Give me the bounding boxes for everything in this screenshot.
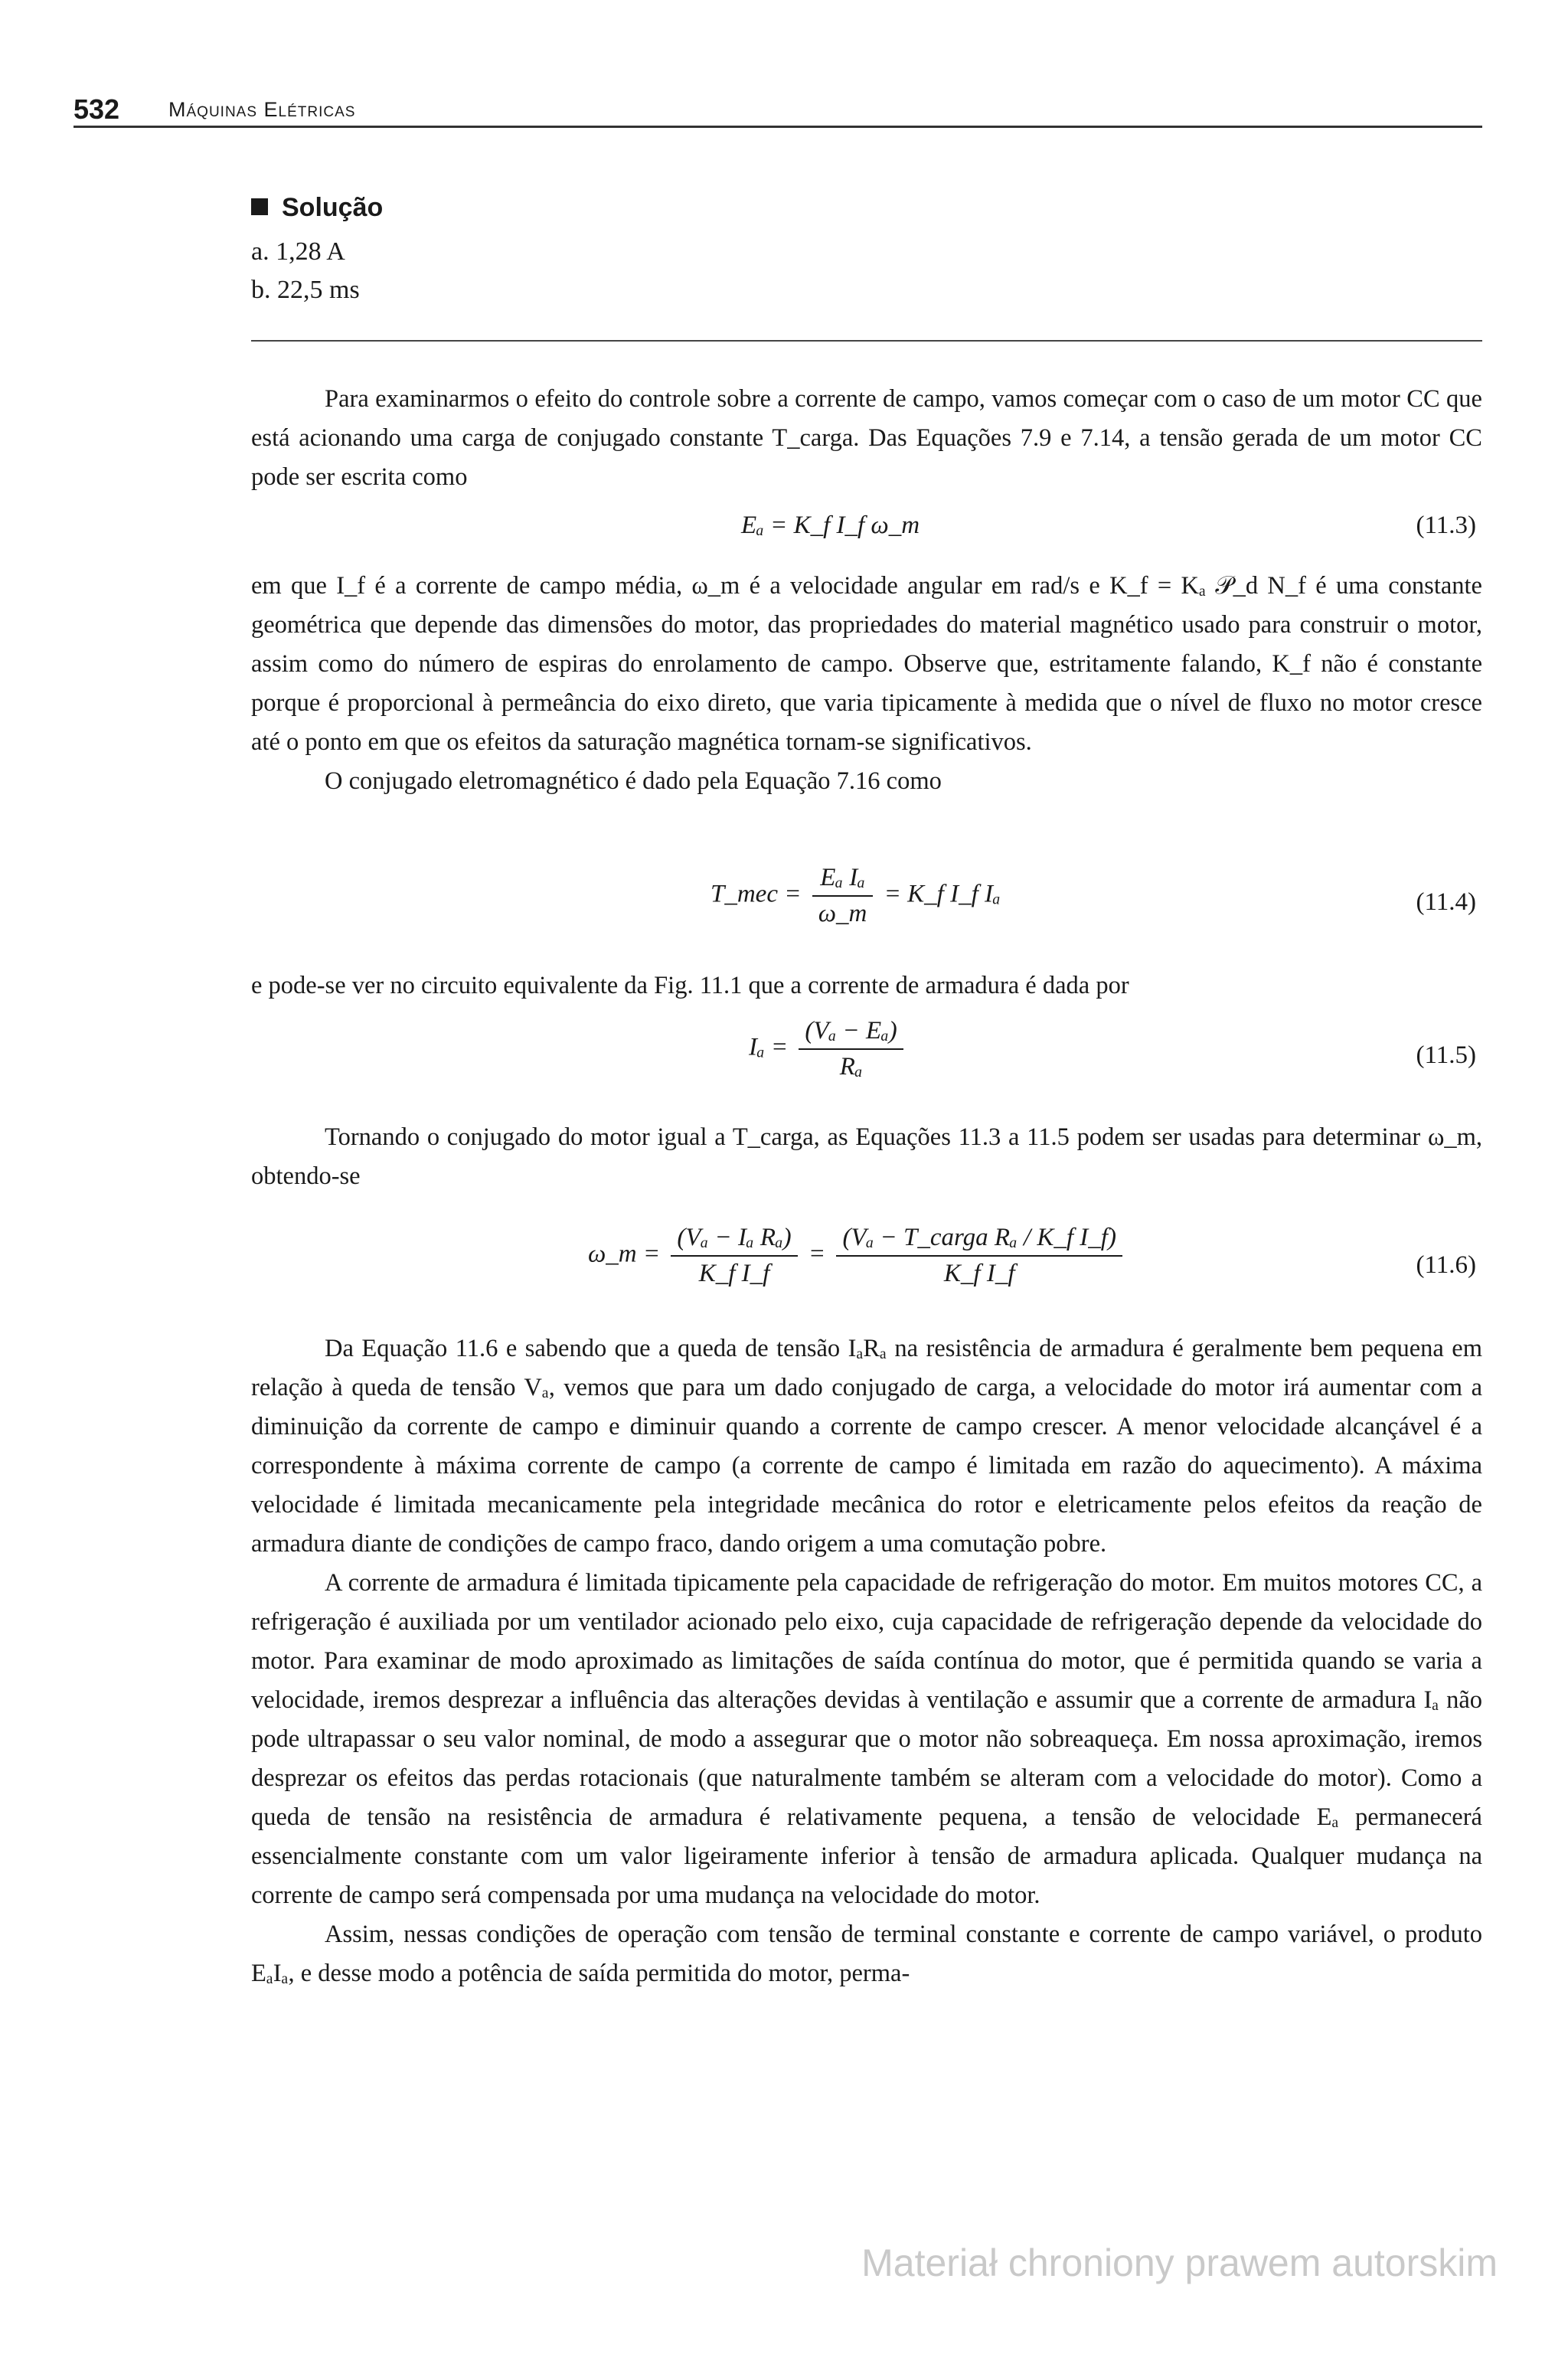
body-text-block-1 <box>251 380 1482 497</box>
paragraph-1: Para examinarmos o efeito do controle sobre a corrente de campo, vamos começar com o caso de um motor CC que está acionando uma carga de conjugado constante T_carga. Das Equações 7.9 e 7.14, a tensão gerada de um motor CC pode ser escrita como <box>251 385 1482 491</box>
body-text-block-2 <box>251 567 1482 801</box>
equation-equals: = <box>808 1240 826 1268</box>
running-header <box>74 90 1482 128</box>
equation-number: (11.4) <box>1416 888 1476 916</box>
paragraph-4: e pode-se ver no circuito equivalente da Fig. 11.1 que a corrente de armadura é dada por <box>251 972 1129 999</box>
page-number: 532 <box>74 93 120 125</box>
equation-number: (11.3) <box>1416 512 1476 539</box>
fraction-numerator: (Vₐ − T_carga Rₐ / K_f I_f) <box>836 1224 1122 1257</box>
body-text-block-4 <box>251 1118 1482 1196</box>
equation-11-5 <box>251 1011 1482 1103</box>
body-text-block-5 <box>251 1329 1482 1993</box>
equation-11-3 <box>251 505 1482 548</box>
fraction-denominator: Rₐ <box>839 1053 863 1081</box>
paragraph-5: Tornando o conjugado do motor igual a T_carga, as Equações 11.3 a 11.5 podem ser usadas para determinar ω_m, obtendo-se <box>251 1123 1482 1190</box>
equation-11-6 <box>251 1218 1482 1317</box>
paragraph-3: O conjugado eletromagnético é dado pela Equação 7.16 como <box>325 767 942 795</box>
equation-rhs: = K_f I_f Iₐ <box>884 880 1001 908</box>
solution-box <box>251 193 1482 309</box>
running-title: Máquinas Elétricas <box>168 98 356 121</box>
square-bullet-icon <box>251 198 268 215</box>
solution-item-b: b. 22,5 ms <box>251 276 360 304</box>
fraction-numerator: (Vₐ − Eₐ) <box>799 1017 903 1050</box>
equation-lhs: Iₐ = <box>749 1033 789 1061</box>
equation-lhs: ω_m = <box>588 1240 661 1268</box>
equation-11-4 <box>251 858 1482 950</box>
paragraph-6: Da Equação 11.6 e sabendo que a queda de tensão IₐRₐ na resistência de armadura é geralmente bem pequena em relação à queda de tensão Vₐ, vemos que para um dado conjugado de carga, a velocidade do motor irá aumentar com a diminuição da corrente de campo e diminuir quando a corrente de campo crescer. A menor velocidade alcançável é a correspondente à máxima corrente de campo (a corrente de campo é limitada em razão do aquecimento). A máxima velocidade é limitada mecanicamente pela integridade mecânica do rotor e eletricamente pelos efeitos da reação de armadura diante de condições de campo fraco, dando origem a uma comutação pobre. <box>251 1335 1482 1558</box>
paragraph-7: A corrente de armadura é limitada tipicamente pela capacidade de refrigeração do motor. Em muitos motores CC, a refrigeração é auxiliada por um ventilador acionado pelo eixo, cuja capacidade de refrigeração depende da velocidade do motor. Para examinar de modo aproximado as limitações de saída contínua do motor, que é permitida quando se varia a velocidade, iremos desprezar a influência das alterações devidas à ventilação e assumir que a corrente de armadura Iₐ não pode ultrapassar o seu valor nominal, de modo a assegurar que o motor não sobreaqueça. Em nossa aproximação, iremos desprezar os efeitos das perdas rotacionais (que naturalmente também se alteram com a velocidade do motor). Como a queda de tensão na resistência de armadura é relativamente pequena, a tensão de velocidade Eₐ permanecerá essencialmente constante com um valor ligeiramente inferior à tensão de armadura aplicada. Qualquer mudança na corrente de campo será compensada por uma mudança na velocidade do motor. <box>251 1569 1482 1909</box>
body-text-block-3 <box>251 966 1482 1005</box>
fraction-denominator: ω_m <box>818 900 867 927</box>
fraction-numerator: Eₐ Iₐ <box>812 864 874 897</box>
equation-lhs: T_mec = <box>710 880 802 908</box>
equation-number: (11.6) <box>1416 1251 1476 1279</box>
solution-divider <box>251 340 1482 342</box>
fraction-denominator: K_f I_f <box>698 1260 770 1287</box>
solution-heading: Solução <box>251 193 1482 233</box>
fraction-numerator: (Vₐ − Iₐ Rₐ) <box>671 1224 797 1257</box>
fraction-denominator: K_f I_f <box>943 1260 1015 1287</box>
paragraph-8: Assim, nessas condições de operação com tensão de terminal constante e corrente de campo variável, o produto EₐIₐ, e desse modo a potência de saída permitida do motor, perma- <box>251 1921 1482 1987</box>
copyright-watermark: Materiał chroniony prawem autorskim <box>861 2241 1498 2284</box>
paragraph-2: em que I_f é a corrente de campo média, ω_m é a velocidade angular em rad/s e K_f = Kₐ 𝒫_d N_f é uma constante geométrica que depende das dimensões do motor, das propriedades do material magnético usado para construir o motor, assim como do número de espiras do enrolamento de campo. Observe que, estritamente falando, K_f não é constante porque é proporcional à permeância do eixo direto, que varia tipicamente à medida que o nível de fluxo no motor cresce até o ponto em que os efeitos da saturação magnética tornam-se significativos. <box>251 572 1482 756</box>
equation-number: (11.5) <box>1416 1041 1476 1069</box>
solution-item-a: a. 1,28 A <box>251 237 345 266</box>
equation-formula: Eₐ = K_f I_f ω_m <box>741 512 920 539</box>
